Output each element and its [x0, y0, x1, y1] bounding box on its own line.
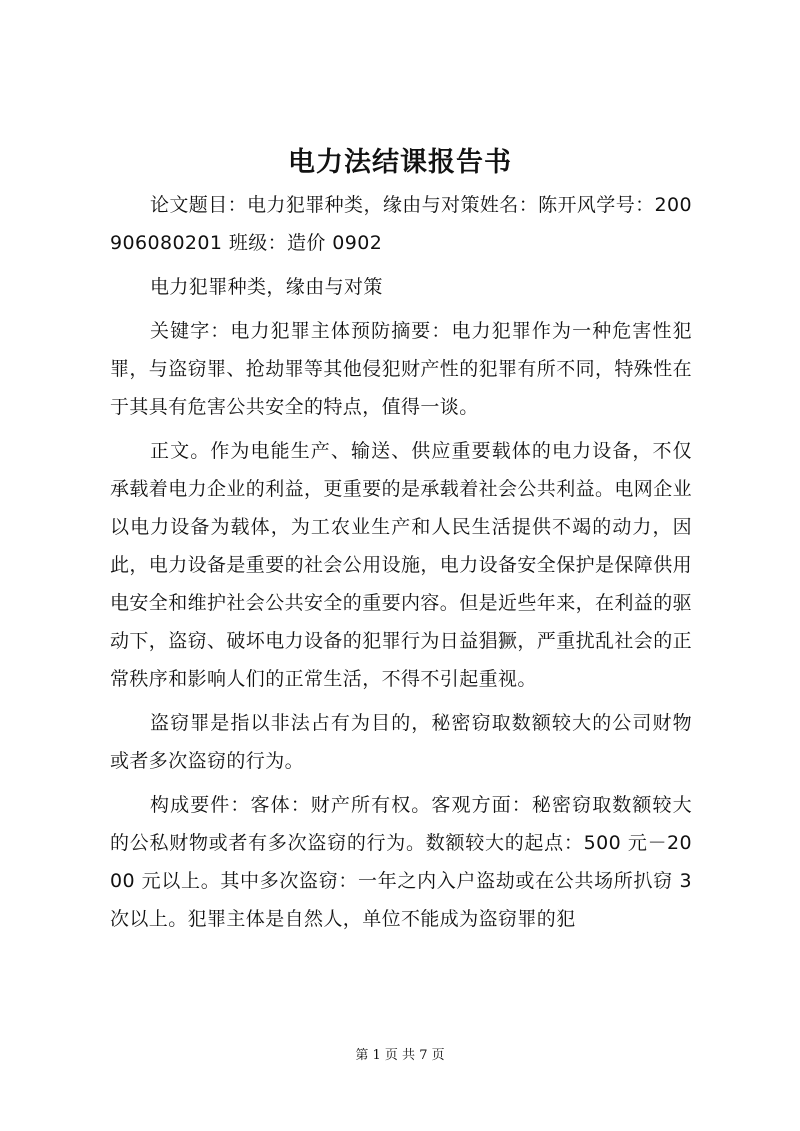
paragraph-keywords-abstract: 关键字：电力犯罪主体预防摘要：电力犯罪作为一种危害性犯罪，与盗窃罪、抢劫罪等其他侵犯财产性的犯罪有所不同，特殊性在于其具有危害公共安全的特点，值得一谈。 — [110, 320, 693, 418]
paragraph-thesis-info: 论文题目：电力犯罪种类，缘由与对策姓名：陈开风学号：200906080201 班级：造价 0902 — [110, 194, 692, 254]
paragraph-main-text: 正文。作为电能生产、输送、供应重要载体的电力设备，不仅承载着电力企业的利益，更重要的是承载着社会公共利益。电网企业以电力设备为载体，为工农业生产和人民生活提供不竭的动力，因此，电力设备是重要的社会公用设施，电力设备安全保护是保障供用电安全和维护社会公共安全的重要内容。但是近些年来，在利益的驱动下，盗窃、破坏电力设备的犯罪行为日益猖獗，严重扰乱社会的正常秩序和影响人们的正常生活，不得不引起重视。 — [110, 440, 693, 690]
paragraph-theft-definition: 盗窃罪是指以非法占有为目的，秘密窃取数额较大的公司财物或者多次盗窃的行为。 — [110, 712, 692, 772]
document-body — [110, 186, 692, 944]
page-footer: 第 1 页 共 7 页 — [355, 1048, 445, 1063]
paragraph-constitutive-elements: 构成要件：客体：财产所有权。客观方面：秘密窃取数额较大的公私财物或者有多次盗窃的行为。数额较大的起点：500 元－2000 元以上。其中多次盗窃：一年之内入户盗劫或在公共场所扒窃 3 次以上。犯罪主体是自然人，单位不能成为盗窃罪的犯 — [110, 794, 692, 930]
paragraph-subtitle: 电力犯罪种类，缘由与对策 — [150, 276, 383, 298]
document-title: 电力法结课报告书 — [288, 147, 512, 178]
